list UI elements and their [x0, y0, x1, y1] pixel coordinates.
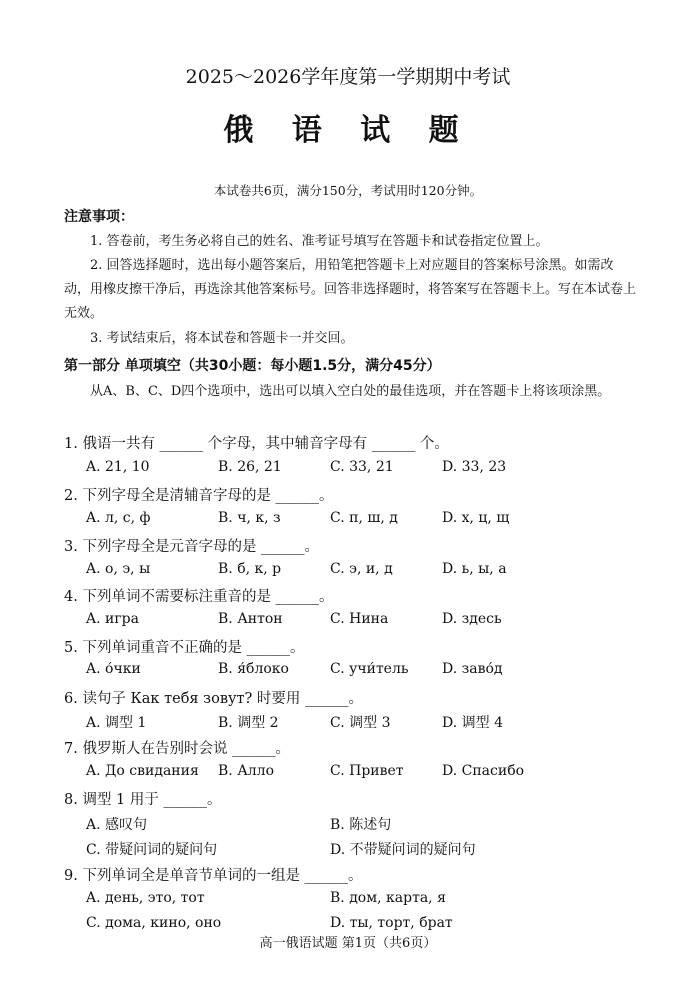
question-stem: 3. 下列字母全是元音字母的是 ______。: [64, 539, 320, 555]
question-stem: 8. 调型 1 用于 ______。: [64, 792, 222, 808]
option-d: D. 33, 23: [442, 459, 507, 475]
option-d: D. 调型 4: [442, 715, 503, 731]
option-a: A. 调型 1: [86, 715, 147, 731]
option-d: D. заво́д: [442, 661, 503, 677]
option-a: A. о́чки: [86, 661, 141, 677]
note-item-2: 2. 回答选择题时，选出每小题答案后，用铅笔把答题卡上对应题目的答案标号涂黑。如需改动，用橡皮擦干净后，再选涂其他答案标号。回答非选择题时，将答案写在答题卡上。写在本试卷上无效。: [64, 258, 637, 321]
exam-title: 2025～2026学年度第一学期期中考试: [185, 66, 511, 88]
note-item-1: 1. 答卷前，考生务必将自己的姓名、准考证号填写在答题卡和试卷指定位置上。: [90, 234, 549, 249]
option-b: B. Алло: [218, 763, 275, 779]
question-stem: 5. 下列单词重音不正确的是 ______。: [64, 640, 305, 656]
option-a: A. До свидания: [86, 763, 199, 779]
option-d: D. ь, ы, а: [442, 561, 507, 577]
question-stem: 6. 读句子 Как тебя зовут? 时要用 ______。: [64, 691, 364, 707]
option-c: C. Нина: [330, 611, 389, 627]
note-item-3: 3. 考试结束后，将本试卷和答题卡一并交回。: [90, 331, 354, 346]
option-d: D. здесь: [442, 611, 502, 627]
question-stem: 9. 下列单词全是单音节单词的一组是 ______。: [64, 868, 363, 884]
option-c: C. дома, кино, оно: [86, 915, 222, 931]
option-c: C. 33, 21: [330, 459, 394, 475]
subject-title: 俄 语 试 题: [223, 113, 473, 148]
notes-title: 注意事项：: [64, 209, 134, 225]
option-b: B. я́блоко: [218, 661, 289, 677]
question-stem: 4. 下列单词不需要标注重音的是 ______。: [64, 589, 334, 605]
option-c: C. э, и, д: [330, 561, 393, 577]
option-a: A. игра: [86, 611, 139, 627]
option-d: D. х, ц, щ: [442, 510, 510, 526]
option-a: A. 21, 10: [86, 459, 150, 475]
option-a: A. л, с, ф: [86, 510, 151, 526]
option-b: B. 调型 2: [218, 715, 279, 731]
option-c: C. 带疑问词的疑问句: [86, 842, 218, 858]
option-c: C. п, ш, д: [330, 510, 398, 526]
question-stem: 2. 下列字母全是清辅音字母的是 ______。: [64, 488, 334, 504]
option-a: A. 感叹句: [86, 817, 148, 833]
part1-title: 第一部分 单项填空（共30小题：每小题1.5分，满分45分）: [64, 358, 441, 374]
option-c: C. Привет: [330, 763, 404, 779]
exam-info: 本试卷共6页，满分150分，考试用时120分钟。: [213, 183, 483, 198]
option-b: B. ч, к, з: [218, 510, 281, 526]
option-b: B. дом, карта, я: [330, 890, 446, 906]
option-a: A. день, это, тот: [86, 890, 205, 906]
option-c: C. учи́тель: [330, 661, 409, 677]
option-d: D. 不带疑问词的疑问句: [330, 842, 476, 858]
option-d: D. ты, торт, брат: [330, 915, 453, 931]
option-b: B. Антон: [218, 611, 283, 627]
part1-instruction: 从A、B、C、D四个选项中，选出可以填入空白处的最佳选项，并在答题卡上将该项涂黑。: [90, 384, 611, 399]
option-b: B. б, к, р: [218, 561, 282, 577]
option-c: C. 调型 3: [330, 715, 391, 731]
page-footer: 高一俄语试题 第1页（共6页）: [259, 936, 437, 951]
option-d: D. Спасибо: [442, 763, 525, 779]
option-b: B. 26, 21: [218, 459, 282, 475]
question-stem: 1. 俄语一共有 ______ 个字母，其中辅音字母有 ______ 个。: [64, 436, 449, 452]
option-a: A. о, э, ы: [86, 561, 151, 577]
option-b: B. 陈述句: [330, 817, 392, 833]
question-stem: 7. 俄罗斯人在告别时会说 ______。: [64, 741, 291, 757]
